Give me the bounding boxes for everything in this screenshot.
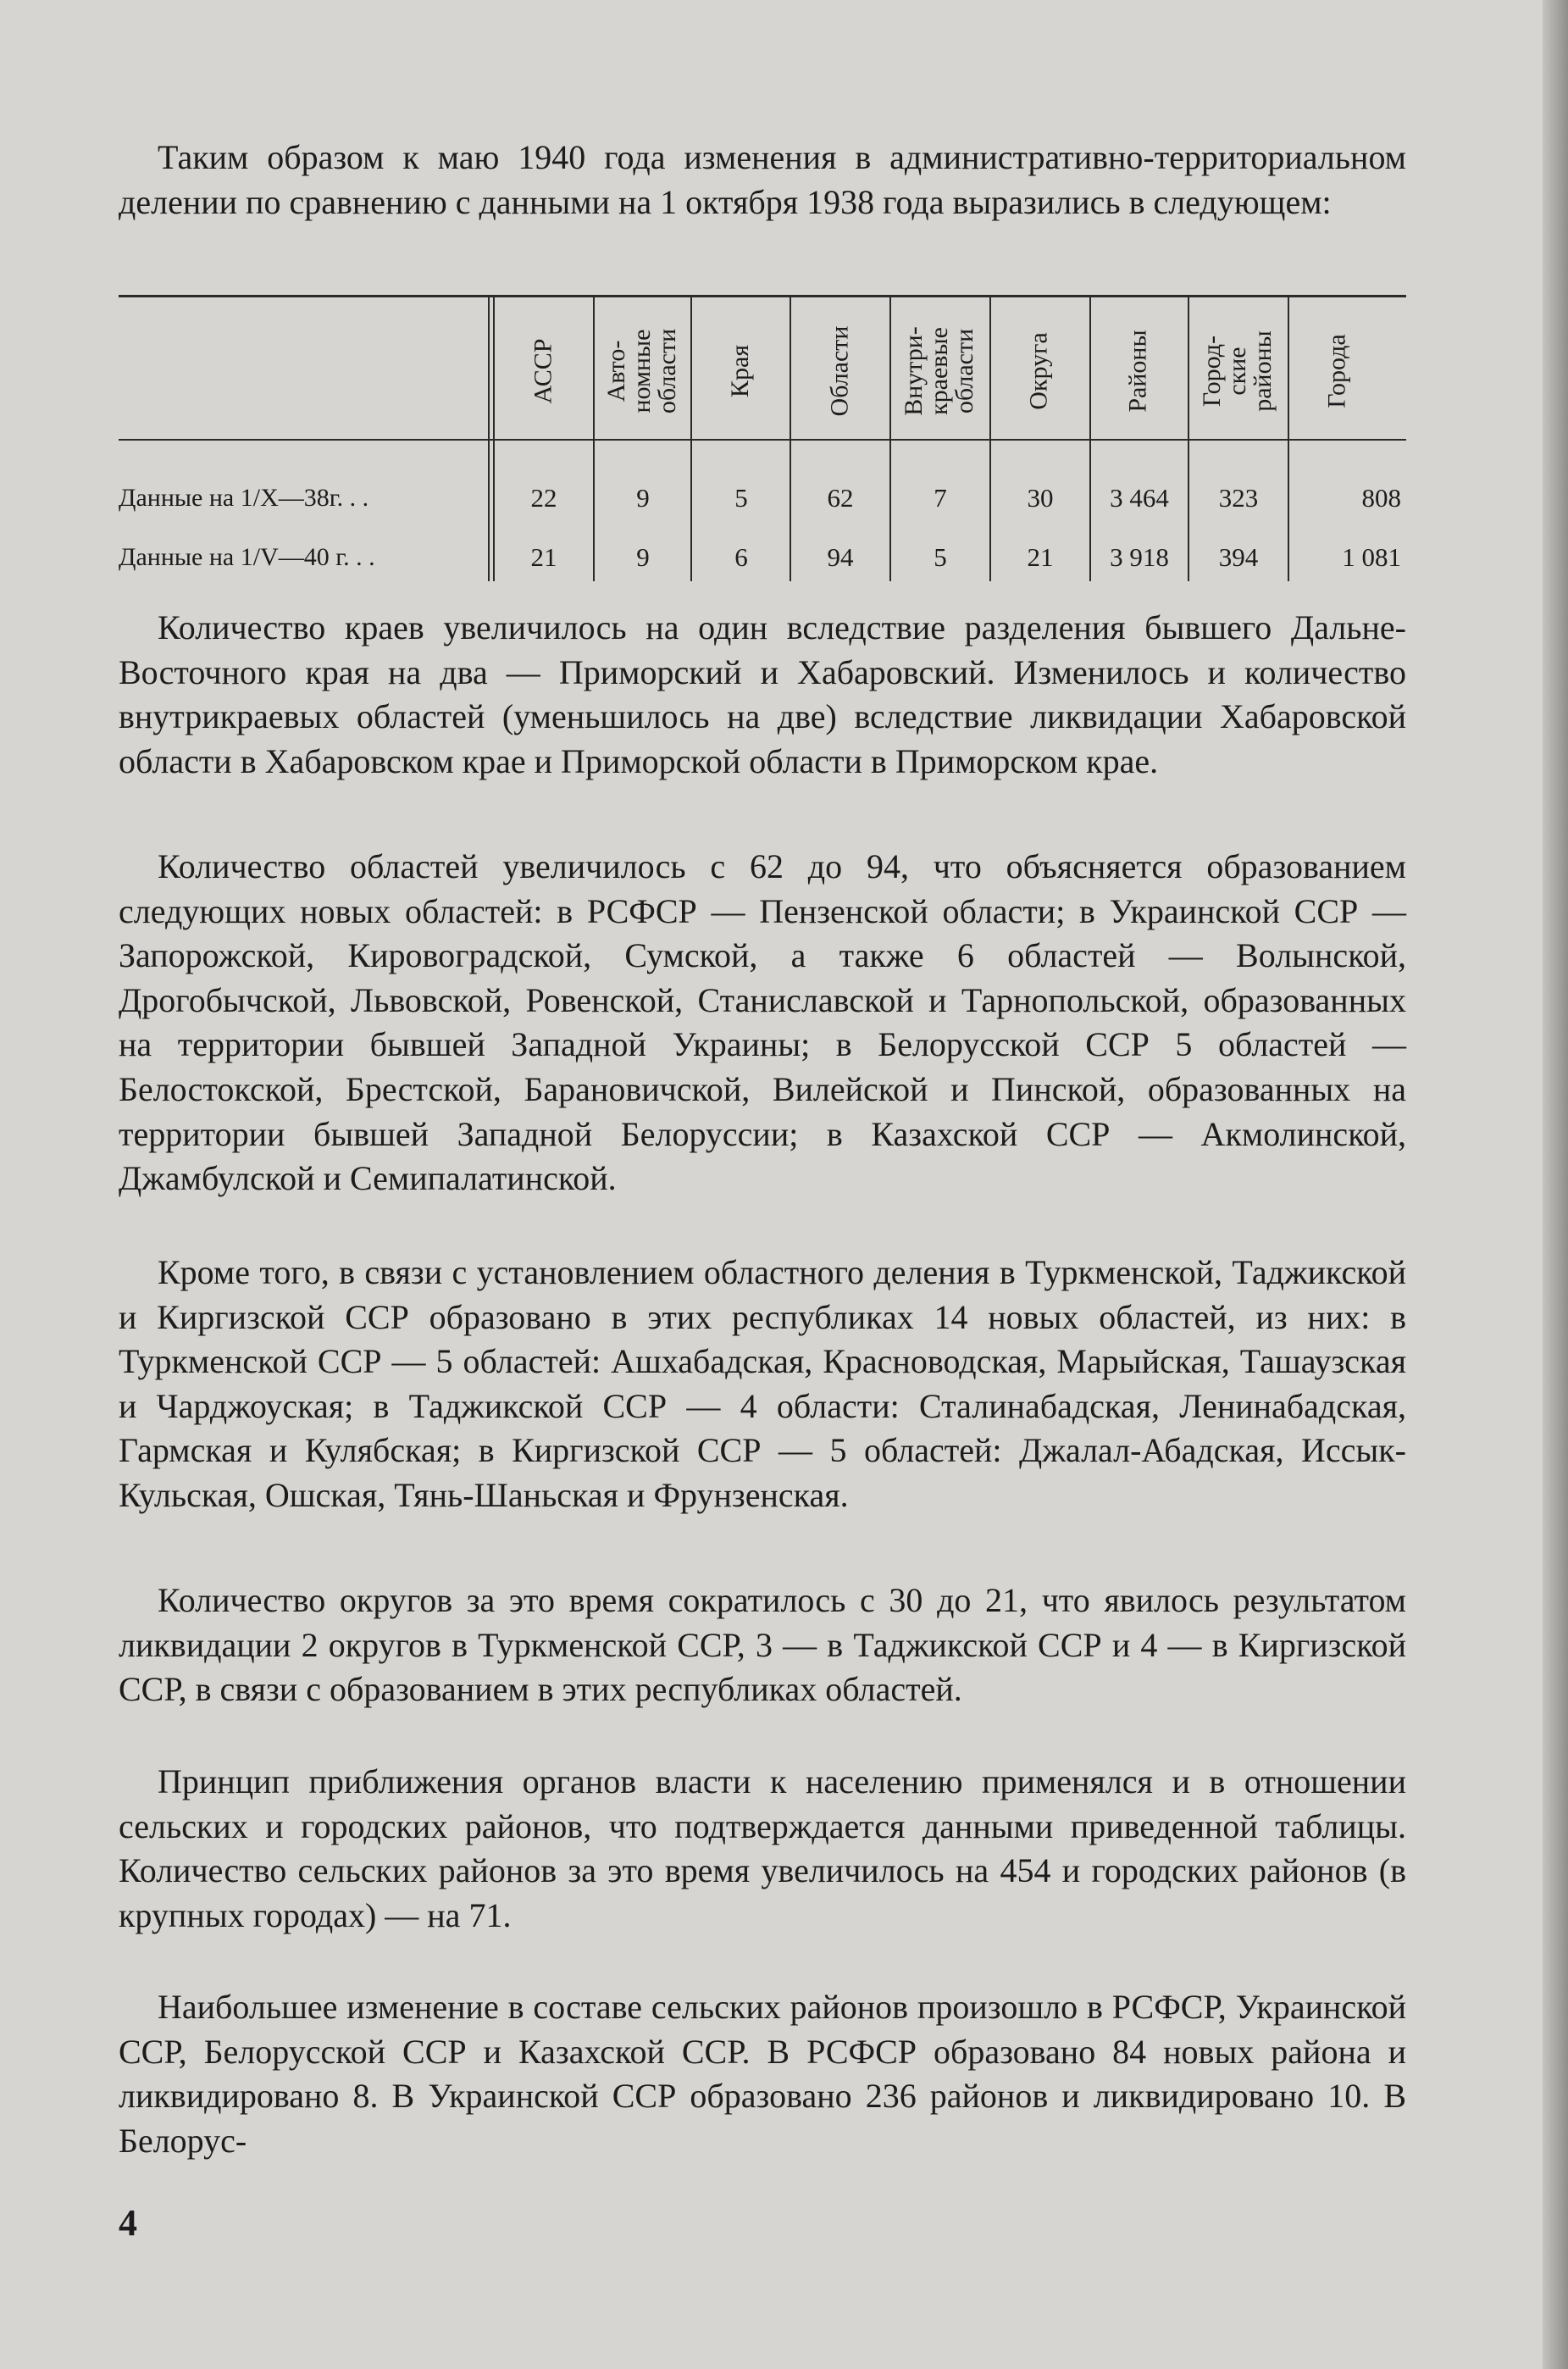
intro-paragraph: Таким образом к маю 1940 года изменения в административно-территориальном делении по сравнению с данными на 1 октября 1938 года выразились в следующем: bbox=[119, 138, 1406, 221]
header-okrugs: Округа bbox=[1025, 332, 1053, 410]
cell-1938-assr: 22 bbox=[530, 483, 557, 513]
header-krais: Края bbox=[726, 344, 754, 398]
table-header-rule bbox=[119, 439, 1406, 441]
cell-1940-city-raions: 394 bbox=[1218, 542, 1259, 572]
page-number: 4 bbox=[119, 2202, 137, 2244]
cell-1938-autonomous-oblasts: 9 bbox=[636, 483, 650, 513]
header-cities: Города bbox=[1322, 334, 1351, 408]
paragraph-okrugs: Количество округов за это время сократилось с 30 до 21, что явилось результатом ликвидации 2 округов в Туркменской ССР, 3 — в Таджикской ССР и 4 — в Киргизской ССР, в связи с образованием в этих республиках областей. bbox=[119, 1581, 1406, 1709]
header-autonomous-oblasts: Авто- номные области bbox=[601, 328, 681, 414]
col-divider bbox=[889, 297, 891, 581]
cell-1940-assr: 21 bbox=[530, 542, 557, 572]
paragraph-oblasts: Количество областей увеличилось с 62 до 94, что объясняется образованием следующих новых областей: в РСФСР — Пензенской области; в Украинской ССР — Запорожской, Кировоградской, Сумской, а также 6 областей — Волынской, Дрогобычской, Львовской, Ровенской, Станиславской и Тарнопольской, образованных на территории бывшей Западной Украины; в Белорусской ССР 5 областей — Белостокской, Брестской, Барановичской, Вилейской и Пинской, образованных на территории бывшей Западной Белоруссии; в Казахской ССР — Акмолинской, Джамбулской и Семипалатинской. bbox=[119, 847, 1406, 1198]
col-divider bbox=[690, 297, 692, 581]
cell-1940-cities: 1 081 bbox=[1342, 542, 1401, 572]
paragraph-new-republic-oblasts: Кроме того, в связи с установлением областного деления в Туркменской, Таджикской и Киргизской ССР образовано в этих республиках 14 новых областей, из них: в Туркменской ССР — 5 областей: Ашхабадская, Красноводская, Марыйская, Ташаузская и Чарджоуская; в Таджикской ССР — 4 области: Сталинабадская, Ленинабадская, Гармская и Кулябская; в Киргизской ССР — 5 областей: Джалал-Абадская, Иссык-Кульская, Ошская, Тянь-Шаньская и Фрунзенская. bbox=[119, 1253, 1406, 1514]
cell-1940-raions: 3 918 bbox=[1110, 542, 1169, 572]
statistics-table bbox=[119, 295, 1406, 585]
col-divider bbox=[989, 297, 991, 581]
cell-1940-krais: 6 bbox=[734, 542, 748, 572]
cell-1938-raions: 3 464 bbox=[1110, 483, 1169, 513]
header-assr: АССР bbox=[529, 338, 557, 404]
cell-1940-okrugs: 21 bbox=[1027, 542, 1054, 572]
header-raions: Районы bbox=[1123, 330, 1152, 413]
header-intra-krai-oblasts: Внутри- краевые области bbox=[900, 326, 978, 416]
cell-1938-city-raions: 323 bbox=[1218, 483, 1259, 513]
cell-1938-intra-krai-oblasts: 7 bbox=[934, 483, 947, 513]
table-top-rule bbox=[119, 295, 1406, 297]
cell-1940-intra-krai-oblasts: 5 bbox=[934, 542, 947, 572]
cell-1938-oblasts: 62 bbox=[827, 483, 854, 513]
col-divider bbox=[790, 297, 791, 581]
paragraph-krais: Количество краев увеличилось на один вследствие разделения бывшего Дальне-Восточного края на два — Приморский и Хабаровский. Изменилось и количество внутрикраевых областей (уменьшилось на две) вследствие ликвидации Хабаровской области в Хабаровском крае и Приморской области в Приморском крае. bbox=[119, 608, 1406, 780]
col-divider bbox=[1089, 297, 1091, 581]
row-label-1940: Данные на 1/V—40 г. . . bbox=[119, 543, 375, 571]
page-edge-shadow bbox=[1543, 0, 1568, 2369]
col-divider bbox=[1188, 297, 1189, 581]
cell-1940-oblasts: 94 bbox=[827, 542, 854, 572]
cell-1938-okrugs: 30 bbox=[1027, 483, 1054, 513]
paragraph-raions-changes: Наибольшее изменение в составе сельских районов произошло в РСФСР, Украинской ССР, Белорусской ССР и Казахской ССР. В РСФСР образовано 84 новых района и ликвидировано 8. В Украинской ССР образовано 236 районов и ликвидировано 10. В Белорус- bbox=[119, 1988, 1406, 2160]
label-divider-b bbox=[493, 297, 495, 581]
cell-1938-cities: 808 bbox=[1361, 483, 1401, 513]
col-divider bbox=[593, 297, 595, 581]
paragraph-raions-principle: Принцип приближения органов власти к населению применялся и в отношении сельских и городских районов, что подтверждается данными приведенной таблицы. Количество сельских районов за это время увеличилось на 454 и городских районов (в крупных городах) — на 71. bbox=[119, 1762, 1406, 1934]
col-divider bbox=[1288, 297, 1289, 581]
cell-1940-autonomous-oblasts: 9 bbox=[636, 542, 650, 572]
header-city-raions: Город- ские районы bbox=[1198, 330, 1277, 412]
cell-1938-krais: 5 bbox=[734, 483, 748, 513]
header-oblasts: Области bbox=[824, 325, 853, 417]
label-divider-a bbox=[488, 297, 490, 581]
row-label-1938: Данные на 1/X—38г. . . bbox=[119, 484, 369, 512]
